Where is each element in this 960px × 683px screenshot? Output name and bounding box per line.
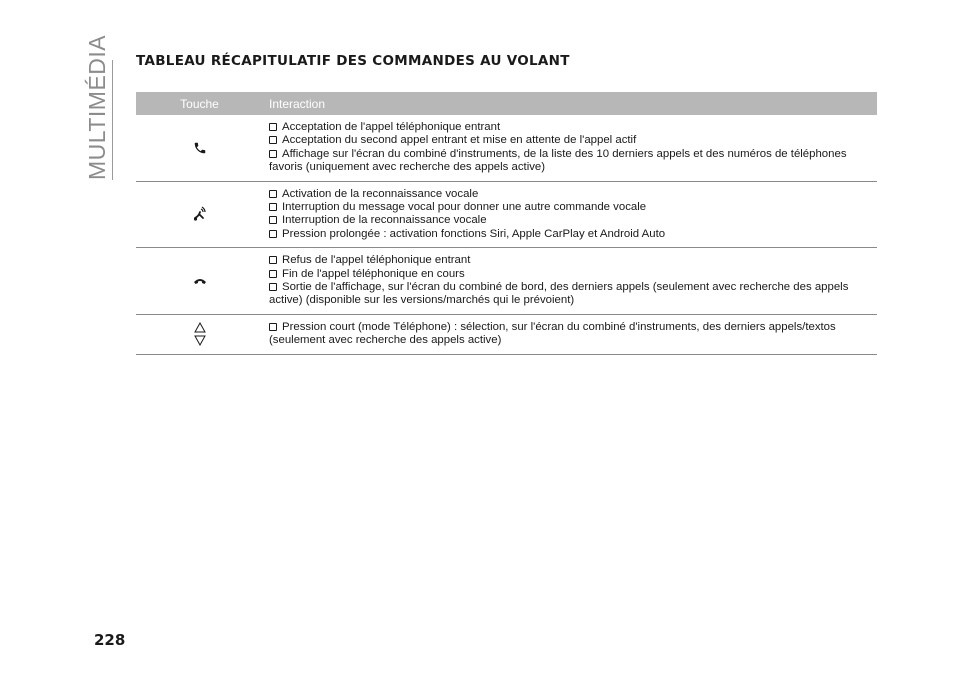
list-item: Sortie de l'affichage, sur l'écran du combiné de bord, des derniers appels (seulement avec recherche des appels active) (disponible sur les versions/marchés qui le prévoient) <box>269 281 849 307</box>
page-title: TABLEAU RÉCAPITULATIF DES COMMANDES AU VOLANT <box>136 53 570 69</box>
bullet-icon <box>269 190 277 198</box>
table-row <box>136 115 877 182</box>
voice-command-icon <box>192 205 208 223</box>
bullet-icon <box>269 203 277 211</box>
bullet-icon <box>269 270 277 278</box>
interaction-cell <box>263 315 877 354</box>
list-item: Interruption du message vocal pour donner une autre commande vocale <box>269 201 871 214</box>
list-item: Pression prolongée : activation fonctions Siri, Apple CarPlay et Android Auto <box>269 228 871 241</box>
phone-hangup-icon <box>193 277 207 285</box>
table-row <box>136 182 877 249</box>
list-item: Acceptation de l'appel téléphonique entrant <box>269 121 871 134</box>
list-item: Interruption de la reconnaissance vocale <box>269 214 871 227</box>
bullet-icon <box>269 150 277 158</box>
phone-answer-icon <box>193 141 207 155</box>
bullet-icon <box>269 230 277 238</box>
key-cell <box>136 182 263 248</box>
bullet-icon <box>269 216 277 224</box>
interaction-cell <box>263 182 877 248</box>
interaction-cell <box>263 248 877 314</box>
bullet-icon <box>269 256 277 264</box>
list-item: Pression court (mode Téléphone) : sélection, sur l'écran du combiné d'instruments, des derniers appels/textos (seulement avec recherche des appels active) <box>269 320 836 347</box>
list-item: Activation de la reconnaissance vocale <box>269 188 871 201</box>
list-item: Affichage sur l'écran du combiné d'instruments, de la liste des 10 derniers appels et des numéros de téléphones favoris (uniquement avec recherche des appels active) <box>269 147 847 174</box>
list-item: Refus de l'appel téléphonique entrant <box>269 254 871 267</box>
list-item: Fin de l'appel téléphonique en cours <box>269 268 871 281</box>
side-divider <box>112 60 113 180</box>
controls-table <box>136 92 877 355</box>
header-interaction: Interaction <box>269 96 326 111</box>
table-header <box>136 92 877 115</box>
list-item: Acceptation du second appel entrant et mise en attente de l'appel actif <box>269 134 871 147</box>
bullet-icon <box>269 283 277 291</box>
bullet-icon <box>269 136 277 144</box>
up-down-arrows-icon <box>194 322 206 346</box>
table-row <box>136 315 877 355</box>
page-number: 228 <box>94 631 126 649</box>
bullet-icon <box>269 323 277 331</box>
key-cell <box>136 115 263 181</box>
table-row <box>136 248 877 315</box>
header-key: Touche <box>180 96 219 111</box>
interaction-cell <box>263 115 877 181</box>
section-side-label: MULTIMÉDIA <box>84 34 110 180</box>
key-cell <box>136 315 263 354</box>
key-cell <box>136 248 263 314</box>
bullet-icon <box>269 123 277 131</box>
